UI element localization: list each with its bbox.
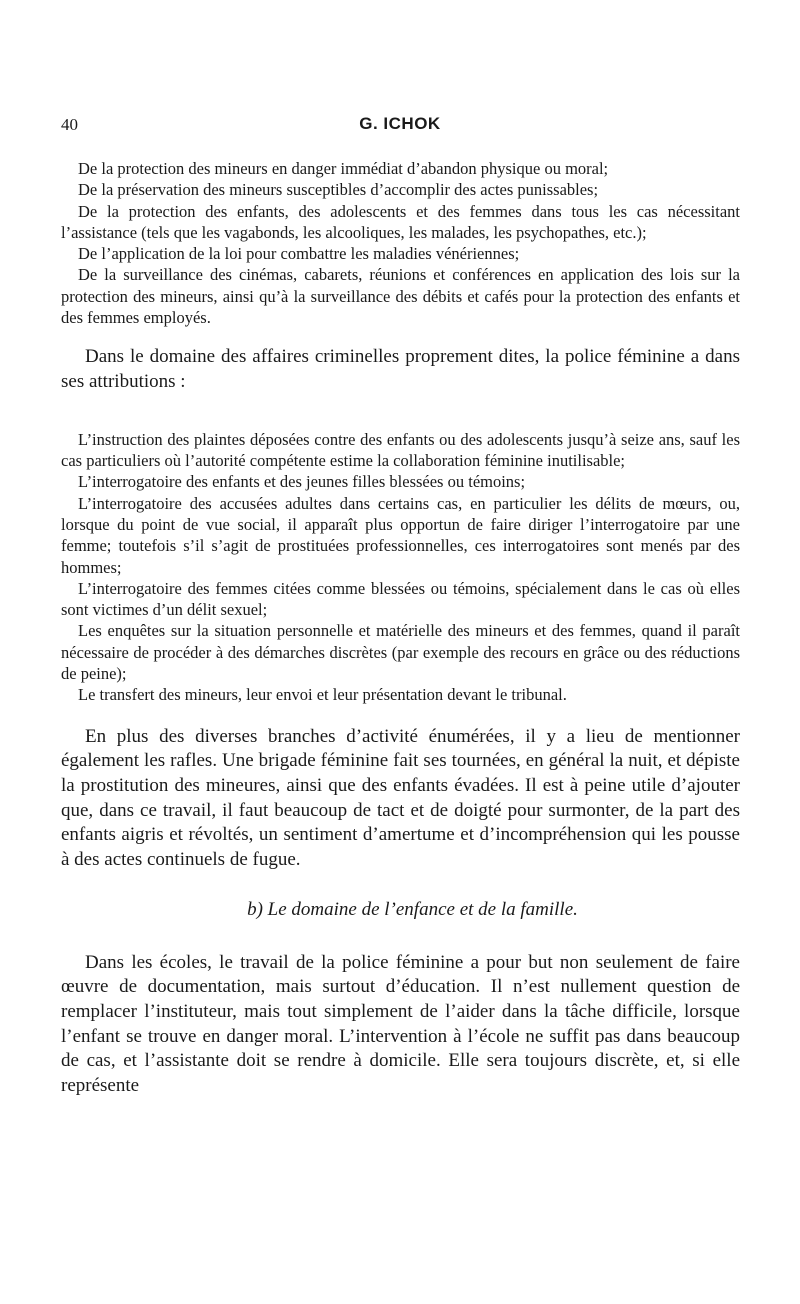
list-item: De la protection des mineurs en danger immédiat d’abandon physique ou moral; bbox=[78, 159, 609, 178]
rafles-section bbox=[61, 725, 740, 873]
list-item: L’interrogatoire des enfants et des jeunes filles blessées ou témoins; bbox=[78, 472, 526, 492]
list-item: Le transfert des mineurs, leur envoi et leur présentation devant le tribunal. bbox=[78, 685, 567, 705]
paragraph: Dans les écoles, le travail de la police féminine a pour but non seulement de faire œuvre de documentation, mais surtout d’éducation. Il n’est nullement question de remplacer l’instituteur, mais tout simplement de l’aider dans la tâche difficile, lorsque l’enfant se trouve en danger moral. L’intervention à l’école ne suffit pas dans beaucoup de cas, et l’assistante doit se rendre à domicile. Elle sera toujours discrète, et, si elle représente bbox=[61, 951, 740, 1097]
paragraph: En plus des diverses branches d’activité énumérées, il y a lieu de mentionner également les rafles. Une brigade féminine fait ses tournées, en général la nuit, et dépiste la prostitution des mineures, ainsi que des enfants évadées. Il est à peine utile d’ajouter que, dans ce travail, il faut beaucoup de tact et de doigté pour surmonter, de la part des enfants aigris et révoltés, un sentiment d’amertume et d’incompréhension qui les pousse à des actes continuels de fugue. bbox=[61, 725, 740, 871]
list-item: De la surveillance des cinémas, cabarets, réunions et conférences en application des lois sur la protection des mineurs, ainsi qu’à la surveillance des débits et cafés pour la protection des enfants et des femmes employés. bbox=[61, 265, 740, 328]
list-protection-duties bbox=[61, 158, 740, 328]
list-item: L’instruction des plaintes déposées contre des enfants ou des adolescents jusqu’à seize ans, sauf les cas particuliers où l’autorité compétente estime la collaboration féminine inutilisable; bbox=[61, 429, 740, 471]
section-heading: b) Le domaine de l’enfance et de la famille. bbox=[247, 898, 578, 920]
running-head: G. ICHOK bbox=[359, 114, 441, 133]
page-number: 40 bbox=[61, 115, 78, 134]
section-heading-wrap bbox=[61, 898, 740, 923]
list-item: De la protection des enfants, des adolescents et des femmes dans tous les cas nécessitant l’assistance (tels que les vagabonds, les alcooliques, les malades, les psychopathes, etc.); bbox=[61, 201, 740, 242]
list-criminal-duties bbox=[61, 429, 740, 706]
page-body bbox=[61, 158, 740, 1099]
criminal-intro bbox=[61, 345, 740, 394]
list-item: L’interrogatoire des accusées adultes dans certains cas, en particulier les délits de mœurs, ou, lorsque du point de vue social, il apparaît plus opportun de faire diriger l’interrogatoire par une femme; toutefois s’il s’agit de prostituées professionnelles, ces interrogatoires sont menés par des hommes; bbox=[61, 493, 740, 577]
list-item: De la préservation des mineurs susceptibles d’accomplir des actes punissables; bbox=[78, 180, 599, 200]
list-item: L’interrogatoire des femmes citées comme blessées ou témoins, spécialement dans le cas où elles sont victimes d’un délit sexuel; bbox=[61, 578, 740, 620]
paragraph: Dans le domaine des affaires criminelles proprement dites, la police féminine a dans ses attributions : bbox=[61, 346, 740, 393]
list-item: De l’application de la loi pour combattre les maladies vénériennes; bbox=[78, 244, 520, 264]
list-item: Les enquêtes sur la situation personnelle et matérielle des mineurs et des femmes, quand il paraît nécessaire de procéder à des démarches discrètes (par exemple des recours en grâce ou des réductions de peine); bbox=[61, 621, 740, 684]
schools-section bbox=[61, 951, 740, 1099]
